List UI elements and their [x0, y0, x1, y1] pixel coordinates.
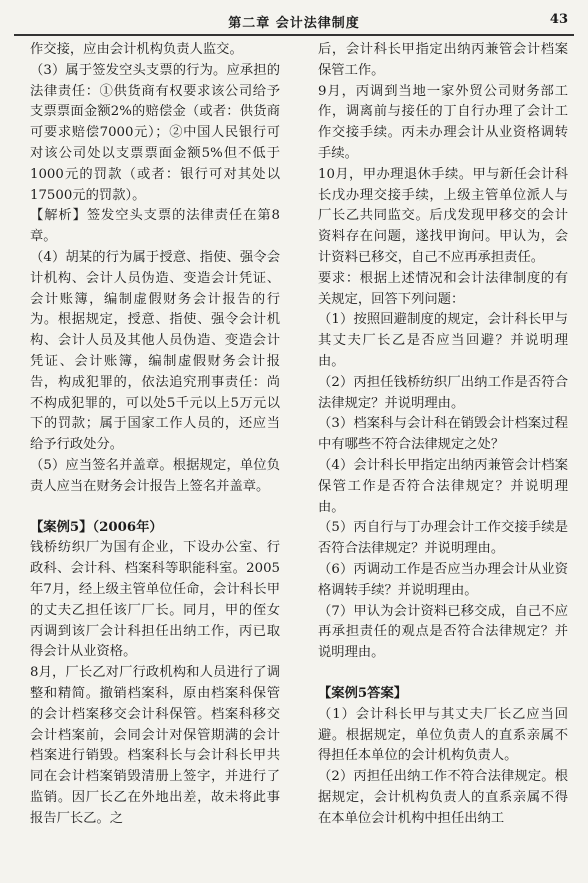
- paragraph: 后，会计科长甲指定出纳丙兼管会计档案保管工作。: [318, 42, 568, 78]
- paragraph: 要求：根据上述情况和会计法律制度的有关规定，回答下列问题：: [318, 270, 568, 307]
- right-column: [318, 40, 568, 829]
- question: （2）丙担任钱桥纺织厂出纳工作是否符合法律规定？并说明理由。: [318, 374, 568, 411]
- page-header: [14, 10, 574, 36]
- paragraph: （3）属于签发空头支票的行为。应承担的法律责任：①供货商有权要求该公司给予支票票面金额2%的赔偿金（或者：供货商可要求赔偿7000元）；②中国人民银行可对该公司处以支票票面金额5%但不低于1000元的罚款（或者：银行可对其处以17500元的罚款）。: [30, 62, 280, 203]
- paragraph: 钱桥纺织厂为国有企业，下设办公室、行政科、会计科、档案科等职能科室。2005年7月，经上级主管单位任命，会计科长甲的丈夫乙担任该厂厂长。同月，甲的侄女丙调到该厂会计科担任出纳工作，丙已取得会计从业资格。: [30, 540, 280, 660]
- question: （6）丙调动工作是否应当办理会计从业资格调转手续？并说明理由。: [318, 561, 568, 598]
- paragraph: （5）应当签名并盖章。根据规定，单位负责人应当在财务会计报告上签名并盖章。: [30, 457, 280, 494]
- paragraph: 作交接，应由会计机构负责人监交。: [30, 42, 243, 57]
- answer: （2）丙担任出纳工作不符合法律规定。根据规定，会计机构负责人的直系亲属不得在本单位会计机构中担任出纳工: [318, 769, 568, 826]
- question: （3）档案科与会计科在销毁会计档案过程中有哪些不符合法律规定之处？: [318, 416, 568, 453]
- question: （5）丙自行与丁办理会计工作交接手续是否符合法律规定？并说明理由。: [318, 520, 568, 557]
- question: （4）会计科长甲指定出纳丙兼管会计档案保管工作是否符合法律规定？并说明理由。: [318, 457, 568, 515]
- paragraph: （4）胡某的行为属于授意、指使、强令会计机构、会计人员伪造、变造会计凭证、会计账簿，编制虚假财务会计报告的行为。根据规定，授意、指使、强令会计机构、会计人员及其他人员伪造、变造会计凭证、会计账簿，编制虚假财务会计报告，构成犯罪的，依法追究刑事责任：尚不构成犯罪的，可以处5千元以上5万元以下的罚款；属于国家工作人员的，还应当给予行政处分。: [30, 249, 280, 453]
- left-column: [30, 40, 280, 829]
- case-heading: 【案例5】（2006年）: [30, 519, 163, 535]
- paragraph: 9月，丙调到当地一家外贸公司财务部工作，调离前与接任的丁自行办理了会计工作交接手续。丙未办理会计从业资格调转手续。: [318, 83, 568, 161]
- answer-heading: 【案例5答案】: [318, 685, 408, 701]
- chapter-title: 第二章 会计法律制度: [228, 16, 360, 31]
- spacer: [30, 498, 280, 518]
- page-number: 43: [549, 12, 568, 27]
- question: （1）按照回避制度的规定，会计科长甲与其丈夫厂长乙是否应当回避？并说明理由。: [318, 312, 568, 369]
- question: （7）甲认为会计资料已移交成，自己不应再承担责任的观点是否符合法律规定？并说明理由。: [318, 603, 568, 661]
- paragraph: 10月，甲办理退休手续。甲与新任会计科长戊办理交接手续，上级主管单位派人与厂长乙共同监交。后戊发现甲移交的会计资料存在问题，遂找甲询问。甲认为，会计资料已移交，自己不应再承担责任。: [318, 166, 568, 265]
- answer: （1）会计科长甲与其丈夫厂长乙应当回避。根据规定，单位负责人的直系亲属不得担任本单位的会计机构负责人。: [318, 706, 568, 764]
- paragraph: 【解析】签发空头支票的法律责任在第8章。: [30, 208, 280, 245]
- spacer: [318, 664, 568, 684]
- paragraph: 8月，厂长乙对厂行政机构和人员进行了调整和精简。撤销档案科，原由档案科保管的会计档案移交会计科保管。档案科移交会计档案前，会同会计对保管期满的会计档案进行销毁。档案科长与会计科长甲共同在会计档案销毁清册上签字，并进行了监销。因厂长乙在外地出差，故未将此事报告厂长乙。之: [30, 665, 280, 826]
